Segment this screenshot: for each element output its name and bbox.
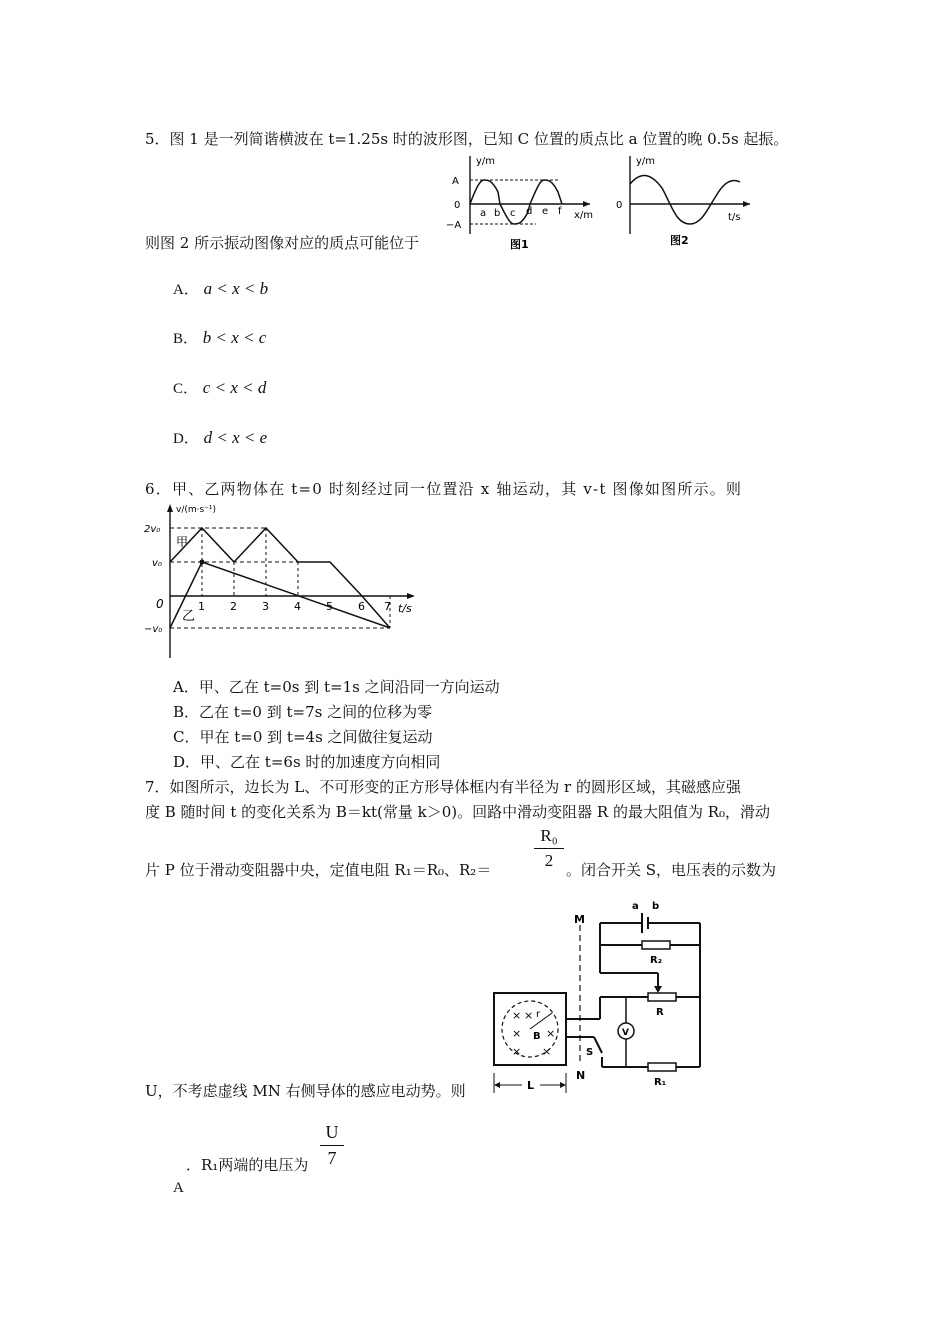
q7-option-a-text	[186, 1154, 308, 1175]
q6-y-2v0: 2v₀	[144, 524, 161, 535]
q5-option-a	[173, 278, 268, 299]
fraction-bar	[320, 1145, 344, 1146]
q7-line-1: 7．如图所示，边长为 L、不可形变的正方形导体框内有半径为 r 的圆形区域，其磁感应强	[145, 778, 741, 796]
circuit-label-M: M	[574, 913, 585, 926]
q7-circuit-diagram	[490, 895, 720, 1095]
q6-tick-7: 7	[384, 600, 391, 613]
circuit-label-a: a	[632, 901, 639, 912]
q6-option-d	[173, 751, 440, 772]
q6-label-jia: 甲	[176, 535, 189, 549]
q5-fig1-point-d: d	[526, 206, 533, 217]
option-expression: a < x < b	[203, 279, 269, 298]
q5-fig1-caption: 图1	[510, 238, 529, 251]
option-label: B．	[173, 703, 200, 721]
circuit-label-V: V	[622, 1028, 629, 1038]
field-cross-2: ×	[512, 1027, 522, 1040]
fraction-numerator: R₀	[540, 826, 558, 845]
q5-fig1-point-f: f	[558, 206, 562, 217]
fraction-denominator: 2	[544, 851, 554, 870]
option-label: C．	[173, 728, 200, 746]
q5-stem-continued: 则图 2 所示振动图像对应的质点可能位于	[145, 234, 420, 252]
circuit-label-S: S	[586, 1047, 594, 1058]
q5-option-c	[173, 377, 266, 398]
q6-y-neg-v0: −v₀	[144, 624, 163, 635]
field-cross-4: ×	[524, 1009, 534, 1022]
option-text: R₁两端的电压为	[201, 1156, 309, 1174]
q5-fig1-ylabel: y/m	[476, 156, 496, 167]
option-expression: c < x < d	[202, 378, 267, 397]
q6-tick-6: 6	[358, 600, 365, 613]
option-expression: d < x < e	[203, 428, 268, 447]
circuit-label-L: L	[527, 1079, 535, 1092]
q5-fig2-caption: 图2	[670, 234, 689, 247]
q6-tick-2: 2	[230, 600, 237, 613]
q7-option-a-fraction	[320, 1122, 344, 1169]
circuit-label-N: N	[576, 1069, 586, 1082]
q7-line-3-end: 。闭合开关 S，电压表的示数为	[566, 861, 777, 879]
option-label: A．	[173, 282, 199, 298]
circuit-label-r: r	[536, 1009, 541, 1020]
fraction-denominator: 7	[327, 1148, 337, 1168]
field-cross-6: ×	[546, 1027, 556, 1040]
q6-option-a	[173, 676, 500, 697]
q5-fig2-ylabel: y/m	[636, 156, 656, 167]
q6-origin: 0	[156, 597, 164, 611]
circuit-label-B: B	[533, 1031, 541, 1042]
field-cross-5: ×	[542, 1045, 552, 1058]
option-text: 甲在 t=0 到 t=4s 之间做往复运动	[199, 728, 433, 746]
q5-fig1-point-b: b	[494, 208, 501, 219]
q5-figure-1	[440, 152, 605, 252]
q7-line-3-start: 片 P 位于滑动变阻器中央，定值电阻 R₁＝R₀、R₂＝	[145, 861, 492, 879]
option-expression: b < x < c	[202, 328, 267, 347]
field-cross-3: ×	[512, 1045, 522, 1058]
q6-y-v0: v₀	[152, 558, 162, 569]
q6-option-c	[173, 726, 433, 747]
q5-fig1-xlabel: x/m	[574, 210, 594, 221]
q7-line-4: U，不考虑虚线 MN 右侧导体的感应电动势。则	[145, 1082, 466, 1100]
q5-fig2-xlabel: t/s	[728, 212, 741, 223]
option-label: A．	[173, 678, 199, 696]
option-dot: ．	[186, 1156, 202, 1174]
q7-option-a-label: A	[173, 1180, 184, 1196]
q6-tick-1: 1	[198, 600, 205, 613]
q5-fig1-negA: −A	[446, 220, 462, 231]
field-cross-1: ×	[512, 1009, 522, 1022]
q5-option-d	[173, 427, 267, 448]
q6-tick-4: 4	[294, 600, 301, 613]
circuit-label-b: b	[652, 901, 660, 912]
option-text: 甲、乙在 t=6s 时的加速度方向相同	[200, 753, 441, 771]
fraction-bar	[534, 848, 564, 849]
circuit-label-R: R	[656, 1007, 664, 1018]
circuit-label-R1: R₁	[654, 1077, 667, 1088]
q6-xlabel: t/s	[398, 602, 412, 615]
q6-option-b	[173, 701, 432, 722]
q6-ylabel: v/(m·s⁻¹)	[176, 505, 217, 515]
q5-fig1-A: A	[452, 176, 459, 187]
option-text: 甲、乙在 t=0s 到 t=1s 之间沿同一方向运动	[198, 678, 500, 696]
q6-stem: 6．甲、乙两物体在 t=0 时刻经过同一位置沿 x 轴运动，其 v-t 图像如图所示。则	[145, 480, 743, 498]
q5-stem: 5．图 1 是一列简谐横波在 t=1.25s 时的波形图，已知 C 位置的质点比 a 位置的晚 0.5s 起振。	[145, 130, 789, 148]
circuit-label-R2: R₂	[650, 955, 663, 966]
option-text: 乙在 t=0 到 t=7s 之间的位移为零	[199, 703, 433, 721]
q7-fraction-r0-over-2	[534, 826, 564, 871]
q5-fig1-point-c: c	[510, 208, 516, 219]
q6-vt-graph	[140, 500, 430, 662]
q5-fig1-point-a: a	[480, 208, 487, 219]
q6-tick-5: 5	[326, 600, 333, 613]
option-label: D．	[173, 753, 201, 771]
q5-fig2-zero: 0	[616, 200, 623, 211]
fraction-numerator: U	[325, 1122, 339, 1142]
q6-tick-3: 3	[262, 600, 269, 613]
option-label: D．	[173, 431, 199, 447]
q6-label-yi: 乙	[182, 609, 196, 624]
option-label: B．	[173, 331, 199, 347]
q5-fig1-zero: 0	[454, 200, 461, 211]
q7-line-2: 度 B 随时间 t 的变化关系为 B＝kt(常量 k＞0)。回路中滑动变阻器 R 的最大阻值为 R₀，滑动	[145, 803, 771, 821]
option-label: C．	[173, 381, 199, 397]
q5-option-b	[173, 327, 266, 348]
q5-figure-2	[610, 152, 760, 252]
q5-fig1-point-e: e	[542, 206, 549, 217]
